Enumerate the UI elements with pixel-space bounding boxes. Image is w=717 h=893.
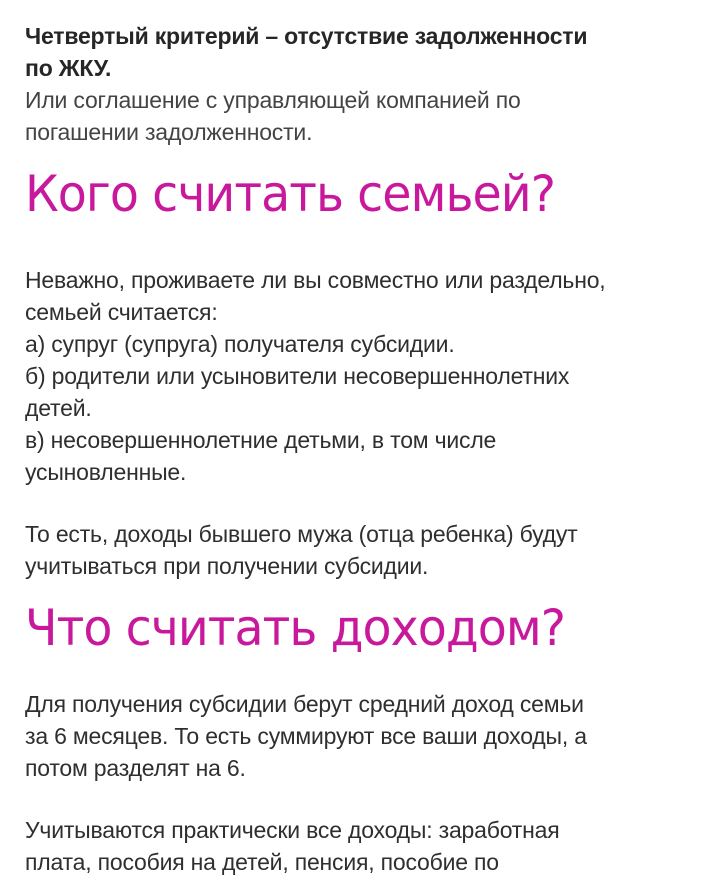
income-note-block	[25, 814, 717, 878]
income-heading: Что считать доходом?	[25, 599, 566, 657]
criterion-text-line-2: погашении задолженности.	[25, 119, 313, 145]
family-line: б) родители или усыновители несовершеннолетних	[25, 363, 570, 389]
income-line: Для получения субсидии берут средний доход семьи	[25, 691, 584, 717]
family-line: семьей считается:	[25, 299, 218, 325]
income-definition-block	[25, 688, 717, 784]
family-note-line: То есть, доходы бывшего мужа (отца ребенка) будут	[25, 521, 578, 547]
income-note-line: плата, пособия на детей, пенсия, пособие по	[25, 849, 499, 875]
income-note-line: Учитываются практически все доходы: заработная	[25, 817, 560, 843]
family-heading: Кого считать семьей?	[25, 165, 555, 223]
criterion-title-line-2: по ЖКУ.	[25, 55, 112, 81]
family-line: в) несовершеннолетние детьми, в том числе	[25, 427, 497, 453]
income-line: потом разделят на 6.	[25, 755, 246, 781]
family-note-line: учитываться при получении субсидии.	[25, 553, 429, 579]
family-line: Неважно, проживаете ли вы совместно или раздельно,	[25, 267, 606, 293]
family-line: усыновленные.	[25, 459, 187, 485]
family-definition-block	[25, 264, 717, 488]
family-line: а) супруг (супруга) получателя субсидии.	[25, 331, 455, 357]
family-line: детей.	[25, 395, 92, 421]
criterion-text-line-1: Или соглашение с управляющей компанией по	[25, 87, 521, 113]
family-note-block	[25, 518, 717, 582]
income-line: за 6 месяцев. То есть суммируют все ваши доходы, а	[25, 723, 587, 749]
intro-block	[25, 20, 717, 148]
criterion-title-line-1: Четвертый критерий – отсутствие задолженности	[25, 23, 588, 49]
